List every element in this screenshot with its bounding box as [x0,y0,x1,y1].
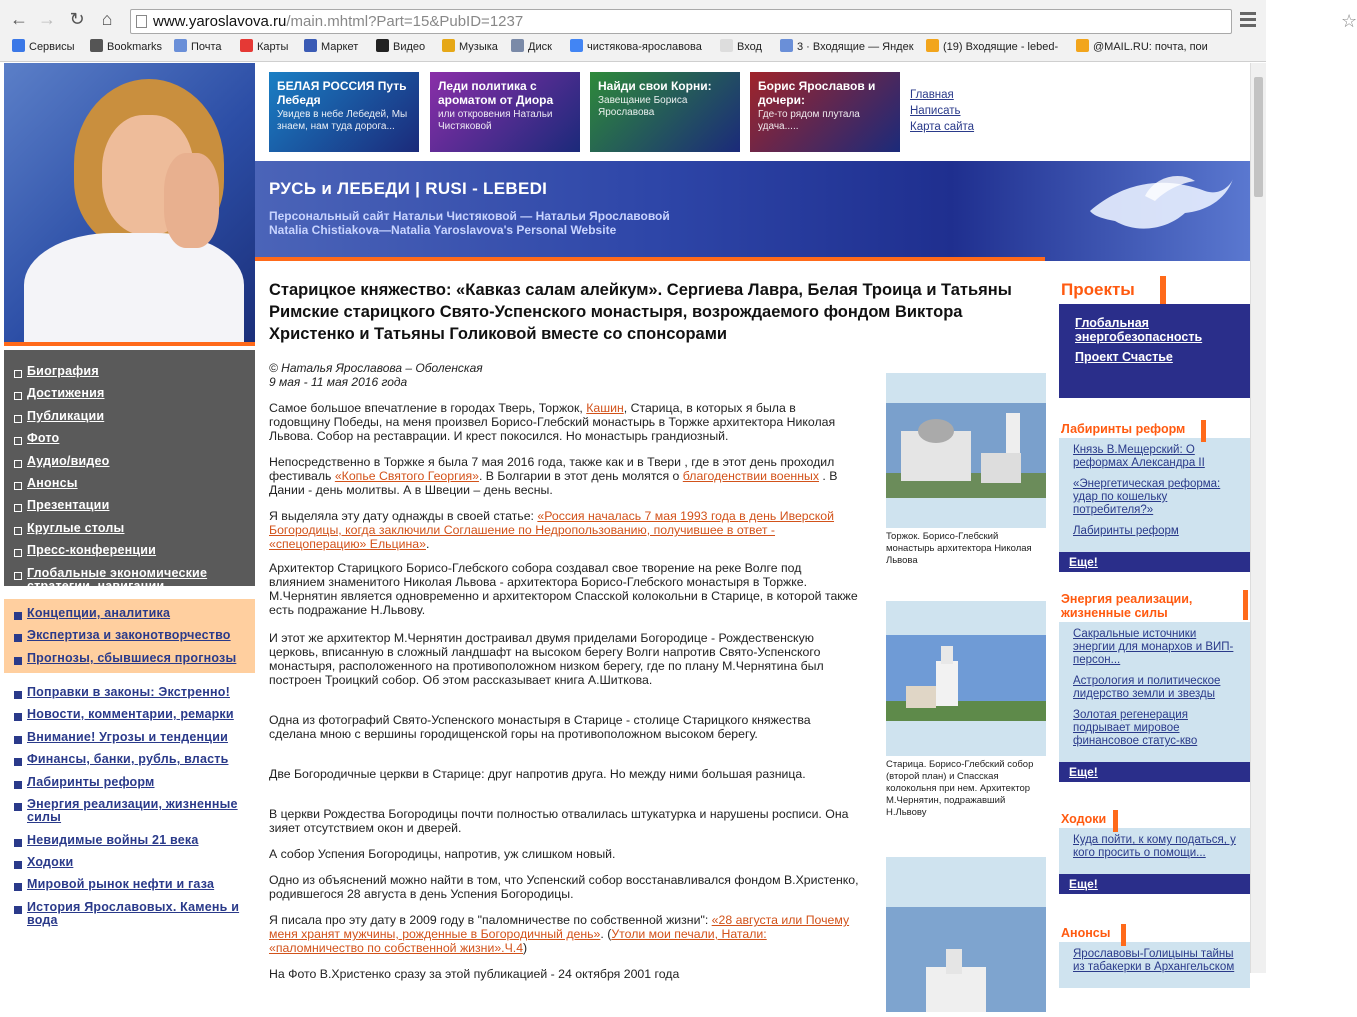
home-icon[interactable]: ⌂ [101,9,113,29]
nav-link[interactable] [14,365,99,378]
bookmark-item[interactable] [304,39,358,55]
nav-link[interactable] [14,798,255,824]
bookmark-item[interactable] [240,39,288,55]
nav-link-label: Энергия реализации, жизненные силы [27,797,238,824]
paragraph: И этот же архитектор М.Чернятин достраивал двумя приделами Богородице - Рождественскую церковь, вписанную в сложный ландшафт на высоком берегу Волги напротив Свято-Успенского монастыря, расположенного на противоположном низком берегу, где по плану М.Чернятина был построен Троицкий собор. Об этом рассказывает книга А.Шиткова. [269,631,824,687]
sidebar-section [1059,590,1250,782]
forward-arrow-icon[interactable]: → [38,9,56,29]
paragraph: Две Богородичные церкви в Старице: друг напротив друга. Но между ними большая разница. [269,767,806,781]
bookmark-item[interactable] [780,39,914,55]
article-date: 9 мая - 11 мая 2016 года [269,375,408,389]
sidebar-section [1059,420,1250,572]
web-page [4,63,1250,981]
nav-link[interactable] [14,856,73,869]
sidebar-section [1059,924,1250,988]
sidebar-section-title [1059,924,1250,942]
menu-hamburger-icon[interactable] [1240,12,1256,30]
bookmark-item[interactable] [511,39,552,55]
disk-icon [511,39,524,52]
project-link[interactable]: Проект Счастье [1075,350,1173,364]
banner-row [255,63,1250,161]
section-title-text: Ходоки [1061,812,1107,826]
figure-third [886,857,1046,1012]
bookmark-item[interactable] [174,39,222,55]
at-icon [1076,39,1089,52]
sidebar-section-title [1059,810,1250,828]
left-navigation [4,346,255,973]
nav-link-label: Невидимые войны 21 века [27,833,199,847]
paragraph: Одна из фотографий Свято-Успенского монастыря в Старице - столице Старицкого княжества сделана мною с вершины городищенской горы на противоположном высоком берегу. [269,713,811,741]
bookmark-item[interactable] [926,39,1058,55]
sidebar-link[interactable]: Золотая регенерация подрывает мировое финансовое статус-кво [1073,709,1198,747]
site-title: РУСЬ и ЛЕБЕДИ | RUSI - LEBEDI [269,179,548,198]
projects-header [1059,276,1250,304]
vertical-scrollbar[interactable] [1250,63,1266,973]
nav-link[interactable] [14,686,230,699]
nav-link-label: Аудио/видео [27,454,110,468]
banner-tile[interactable] [430,72,580,152]
paragraph: Одно из объяснений можно найти в том, что Успенский собор восстанавливался фондом В.Христенко, родившегося 28 августа в день Успения Богородицы. [269,873,859,901]
banner-subtitle: Завещание Бориса Ярославова [598,95,688,118]
sidebar-link[interactable]: Астрология и политическое лидерство земли и звезды [1073,675,1221,700]
video-icon [376,39,389,52]
sidebar-link[interactable]: Лабиринты реформ [1073,525,1179,537]
sidebar-link[interactable]: Куда пойти, к кому податься, у кого просить о помощи... [1073,834,1236,859]
nav-link[interactable] [14,567,255,593]
nav-link-label: Финансы, банки, рубль, власть [27,752,229,766]
nav-link-label: Новости, комментарии, ремарки [27,707,234,721]
author-photo [4,63,255,342]
bookmark-label: Bookmarks [107,41,163,53]
site-header [255,161,1250,261]
page-icon [720,39,733,52]
nav-link-label: Поправки в законы: Экстренно! [27,685,230,699]
section-marker [1243,590,1248,620]
link-28-august[interactable]: «28 августа или Почему меня хранят мужчины, рожденные в Богородичный день» [269,913,850,941]
more-link[interactable]: Еще! [1059,874,1250,894]
paragraph: Самое большое впечатление в городах Тверь, Торжок, Кашин, Старица, в которых я была в годовщину Победы, на меня произвел Борисо-Глебский монастырь в Торжке архитектора Николая Львова. Собор на реставрации. И крест покосился. Но монастырь грандиозный. [269,401,836,443]
bookmark-label: Вход [737,41,762,53]
bookmark-label: Видео [393,41,426,53]
right-sidebar [1059,276,1250,976]
nav-row [0,4,1357,34]
bookmark-item[interactable] [442,39,498,55]
link-kashin[interactable]: Кашин [586,401,624,415]
bookmark-label: Диск [528,41,552,53]
bookmark-label: Маркет [321,41,359,53]
project-link[interactable]: Глобальная энергобезопасность [1075,316,1203,344]
bookmark-item[interactable] [1076,39,1208,55]
bookmark-label: (19) Входящие - lebed- [943,41,1059,53]
banner-tile[interactable] [590,72,740,152]
nav-link-label: Анонсы [27,476,78,490]
banner-title: Найди свои Корни: [598,79,712,93]
paragraph: Архитектор Старицкого Борисо-Глебского собора создавал свое творение на реке Волге под влиянием знаменитого Николая Львова - архитектора Борисо-Глебского монастыря в Торжке. М.Чернятин является одновременно и архитектором Спасской колокольни в Старице, в которой также есть подражание Н.Львову. [269,561,858,617]
top-link[interactable]: Карта сайта [910,121,975,133]
banner-subtitle: Где-то рядом плутала удача..... [758,109,860,132]
banner-subtitle: Увидев в небе Лебедей, Мы знаем, нам туда дорога... [277,109,408,132]
bookmark-star-icon[interactable]: ☆ [1341,11,1357,31]
section-marker [1121,924,1126,946]
figure-staritsa [886,601,1046,819]
sidebar-section-body [1059,622,1250,762]
url-host: www.yaroslavova.ru [153,13,287,30]
nav-link-label: Экспертиза и законотворчество [27,628,231,642]
nav-link[interactable] [14,387,104,400]
site-subtitle-ru: Персональный сайт Натальи Чистяковой — Натальи Ярославовой [269,209,670,223]
bookmark-label: Карты [257,41,289,53]
top-link[interactable]: Написать [910,105,961,117]
nav-link-label: Внимание! Угрозы и тенденции [27,730,228,744]
nav-link-label: Пресс-конференции [27,543,157,557]
section-title-text: Лабиринты реформ [1061,422,1186,436]
figure-torzhok [886,373,1046,567]
nav-link-label: Прогнозы, сбывшиеся прогнозы [27,651,237,665]
nav-group-analytics [4,599,255,673]
mail-icon [780,39,793,52]
article-title: Старицкое княжество: «Кавказ салам алейкум». Сергиева Лавра, Белая Троица и Татьяны Римские старицкого Свято-Успенского монастыря, возрождаемого фондом Виктора Христенко и Татьяны Голиковой вместе со спонсорами [269,281,1012,343]
bookmark-label: Почта [191,41,222,53]
music-icon [442,39,455,52]
back-arrow-icon[interactable]: ← [10,9,28,29]
nav-link[interactable] [14,652,236,665]
bookmark-item[interactable] [90,39,162,55]
top-link[interactable]: Главная [910,89,954,101]
projects-box [1059,304,1250,398]
mail-icon [174,39,187,52]
nav-link[interactable] [14,522,124,535]
apps-grid-icon [12,39,25,52]
photo-monastery[interactable] [886,373,1046,528]
nav-link-label: Фото [27,431,60,445]
map-pin-icon [240,39,253,52]
nav-link-label: История Ярославовых. Камень и вода [27,900,240,927]
link-russia-1993[interactable]: «Россия началась 7 мая 1993 года в день Иверской Богородицы, когда заключили Соглашение по Недропользованию, получившее в ответ - «спецоперацию» Ельцина» [269,509,835,551]
sidebar-link[interactable]: Сакральные источники энергии для монархов и ВИП-персон... [1073,628,1234,666]
section-marker [1201,420,1206,442]
section-title-text: Анонсы [1061,926,1111,940]
nav-link-label: Биография [27,364,99,378]
nav-link[interactable] [14,432,59,445]
bookmark-label: Сервисы [29,41,75,53]
sidebar-link[interactable]: Ярославовы-Голицыны тайны из табакерки в Архангельском [1073,948,1235,973]
article-author: © Наталья Ярославова – Оболенская [269,361,483,375]
address-bar[interactable] [130,9,1357,34]
nav-link[interactable] [14,753,228,766]
nav-link[interactable] [14,731,228,744]
bookmark-label: Музыка [459,41,498,53]
bookmark-label: 3 · Входящие — Яндек [797,41,914,53]
cart-icon [304,39,317,52]
paragraph: А собор Успения Богородицы, напротив, уж слишком новый. [269,847,616,861]
nav-link[interactable] [14,878,214,891]
article [269,279,1049,981]
star-icon [90,39,103,52]
banner-tile[interactable] [269,72,419,152]
nav-link[interactable] [14,708,234,721]
banner-tile[interactable] [750,72,900,152]
link-military[interactable]: благоденствии военных [682,469,819,483]
sidebar-link[interactable]: «Энергетическая реформа: удар по кошельку потребителя?» [1073,478,1221,516]
sidebar-section-title [1059,420,1250,438]
sidebar-section-title [1059,590,1250,622]
nav-link-label: Мировой рынок нефти и газа [27,877,215,891]
paragraph: Я выделяла эту дату однажды в своей статье: «Россия началась 7 мая 1993 года в день Иверской Богородицы, когда заключили Соглашение по Недропользованию, получившее в ответ - «спецоперацию» Ельцина». [269,509,835,551]
banner-subtitle: или откровения Натальи Чистяковой [438,109,553,132]
article-byline [269,361,483,389]
nav-link-label: Глобальные экономические стратегии, навигации [27,566,208,593]
orange-divider-content [255,257,1045,261]
nav-link-label: Концепции, аналитика [27,606,171,620]
google-icon [570,39,583,52]
figure-caption: Старица. Борисо-Глебский собор (второй план) и Спасская колокольня при нем. Архитектор М.Чернятин, подражавший Н.Львову [886,759,1034,818]
section-marker [1113,810,1118,832]
nav-link[interactable] [14,607,170,620]
sidebar-link[interactable]: Князь В.Мещерский: О реформах Александра II [1073,444,1205,469]
nav-link[interactable] [14,499,109,512]
paragraph: Непосредственно в Торжке я была 7 мая 2016 года, также как и в Твери , где в этот день проходил фестиваль «Копье Святого Георгия». В Болгарии в этот день молятся о благоденствии военных . В Дании - день молитвы. А в Швеции – день весны. [269,455,838,497]
nav-link-label: Достижения [27,386,105,400]
bookmark-item[interactable] [570,39,702,55]
sidebar-section [1059,810,1250,894]
bookmark-label: чистякова-ярославова [587,41,702,53]
projects-title: Проекты [1061,280,1135,299]
nav-link[interactable] [14,455,110,468]
figure-caption: Торжок. Борисо-Глебский монастырь архитектора Николая Львова [886,531,1032,566]
bookmark-item[interactable] [12,39,75,55]
nav-link[interactable] [14,477,78,490]
photo-church[interactable] [886,857,1046,1012]
nav-link[interactable] [14,834,199,847]
site-subtitle-en: Natalia Chistiakova—Natalia Yaroslavova's Personal Website [269,223,617,237]
nav-link[interactable] [14,544,156,557]
sidebar-section-body [1059,438,1250,552]
nav-link[interactable] [14,901,255,927]
paragraph: На Фото В.Христенко сразу за этой публикацией - 24 октября 2001 года [269,967,680,981]
banner-title: БЕЛАЯ РОССИЯ Путь Лебедя [277,79,407,107]
nav-link[interactable] [14,776,155,789]
paragraph: Я писала про эту дату в 2009 году в "паломничестве по собственной жизни": «28 августа или Почему меня хранят мужчины, рожденные в Богородичный день». (Утоли мои печали, Натали: «паломничество по собственной жизни».Ч.4) [269,913,850,955]
browser-chrome [0,0,1357,62]
nav-link-label: Круглые столы [27,521,125,535]
banner-title: Леди политика с ароматом от Диора [438,79,554,107]
bookmark-label: @MAIL.RU: почта, пои [1093,41,1208,53]
page-icon [136,15,147,28]
url-path: /main.mhtml?Part=15&PubID=1237 [286,13,524,30]
link-utoli[interactable]: Утоли мои печали, Натали: «паломничество по собственной жизни».Ч.4 [269,927,767,955]
swan-icon [1085,171,1235,241]
bookmarks-bar [0,36,1266,58]
more-link[interactable]: Еще! [1059,762,1250,782]
scroll-thumb[interactable] [1254,77,1263,197]
nav-link-label: Публикации [27,409,105,423]
sidebar-section-body [1059,942,1250,988]
paragraph: В церкви Рождества Богородицы почти полностью отвалилась штукатурка и нарушены росписи. Она зияет отсутствием окон и дверей. [269,807,849,835]
nav-link-label: Презентации [27,498,110,512]
nav-link-label: Ходоки [27,855,74,869]
nav-link-label: Лабиринты реформ [27,775,155,789]
at-icon [926,39,939,52]
nav-link[interactable] [14,410,104,423]
banner-title: Борис Ярославов и дочери: [758,79,876,107]
section-title-text: Энергия реализации, жизненные силы [1061,592,1193,620]
nav-link[interactable] [14,629,231,642]
bookmark-item[interactable] [720,39,762,55]
bookmark-item[interactable] [376,39,425,55]
more-link[interactable]: Еще! [1059,552,1250,572]
link-festival[interactable]: «Копье Святого Георгия» [334,469,479,483]
top-links [910,87,974,135]
nav-group-main [4,350,255,593]
reload-icon[interactable]: ↻ [69,9,85,29]
sidebar-section-body [1059,828,1250,874]
photo-cathedral[interactable] [886,601,1046,756]
